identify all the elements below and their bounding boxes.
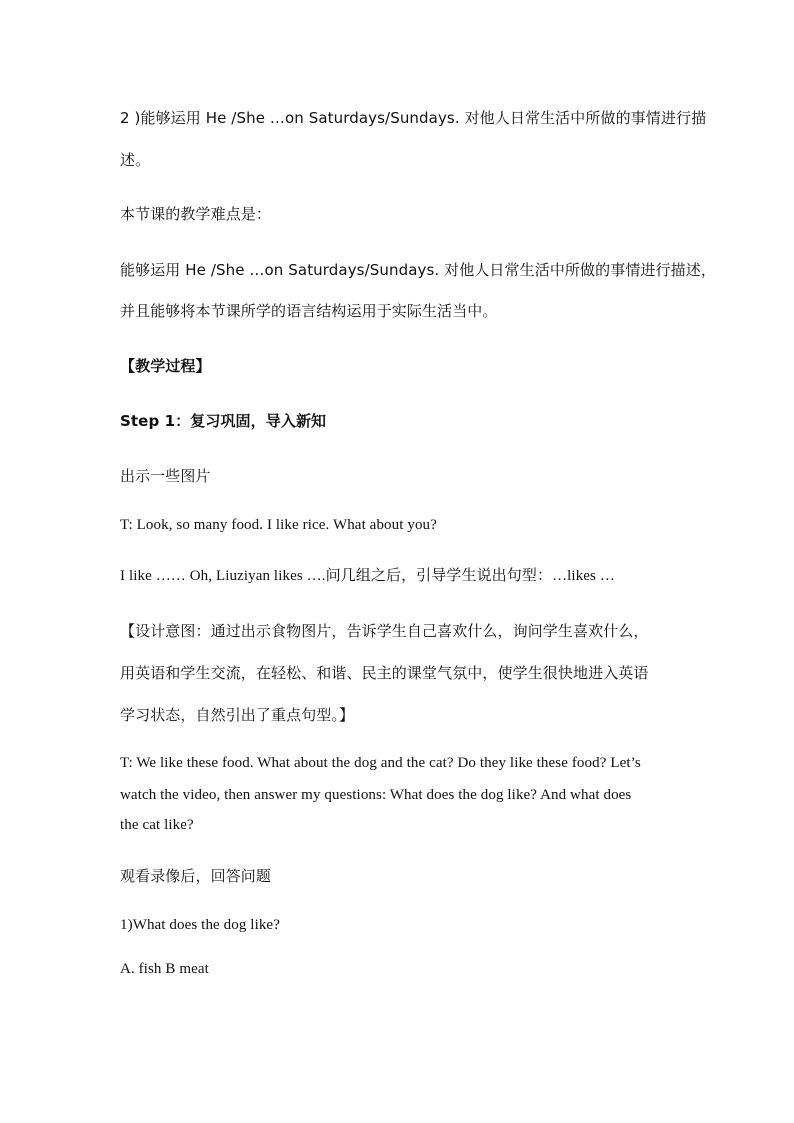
design-intent-line-3: 学习状态，自然引出了重点句型。】: [120, 706, 355, 724]
student-response-line: I like …… Oh, Liuziyan likes ….问几组之后，引导学生说出句型：…likes …: [120, 568, 615, 584]
difficulty-heading: 本节课的教学难点是：: [120, 205, 272, 223]
difficulty-line-1: 能够运用 He /She …on Saturdays/Sundays. 对他人日常生活中所做的事情进行描述，: [120, 261, 716, 279]
objective-2-line-2: 述。: [120, 151, 151, 169]
design-intent-line-1: 【设计意图：通过出示食物图片，告诉学生自己喜欢什么，询问学生喜欢什么，: [120, 622, 649, 640]
teacher-dialogue-2-line-2: watch the video, then answer my questions: What does the dog like? And what does: [120, 787, 632, 803]
question-1-options: A. fish B meat: [120, 961, 209, 977]
teacher-dialogue-2-line-3: the cat like?: [120, 817, 194, 833]
step-1-heading: Step 1：复习巩固，导入新知: [120, 412, 327, 430]
difficulty-line-2: 并且能够将本节课所学的语言结构运用于实际生活当中。: [120, 302, 498, 320]
teaching-process-heading: 【教学过程】: [120, 357, 211, 375]
objective-2-line-1: 2 )能够运用 He /She …on Saturdays/Sundays. 对他人日常生活中所做的事情进行描: [120, 109, 707, 127]
show-pictures-line: 出示一些图片: [120, 467, 211, 485]
design-intent-line-2: 用英语和学生交流，在轻松、和谐、民主的课堂气氛中，使学生很快地进入英语: [120, 664, 649, 682]
after-video-line: 观看录像后，回答问题: [120, 867, 272, 885]
teacher-dialogue-2-line-1: T: We like these food. What about the dog and the cat? Do they like these food? Let’s: [120, 755, 641, 771]
question-1: 1)What does the dog like?: [120, 917, 280, 933]
teacher-dialogue-1: T: Look, so many food. I like rice. What about you?: [120, 517, 437, 533]
